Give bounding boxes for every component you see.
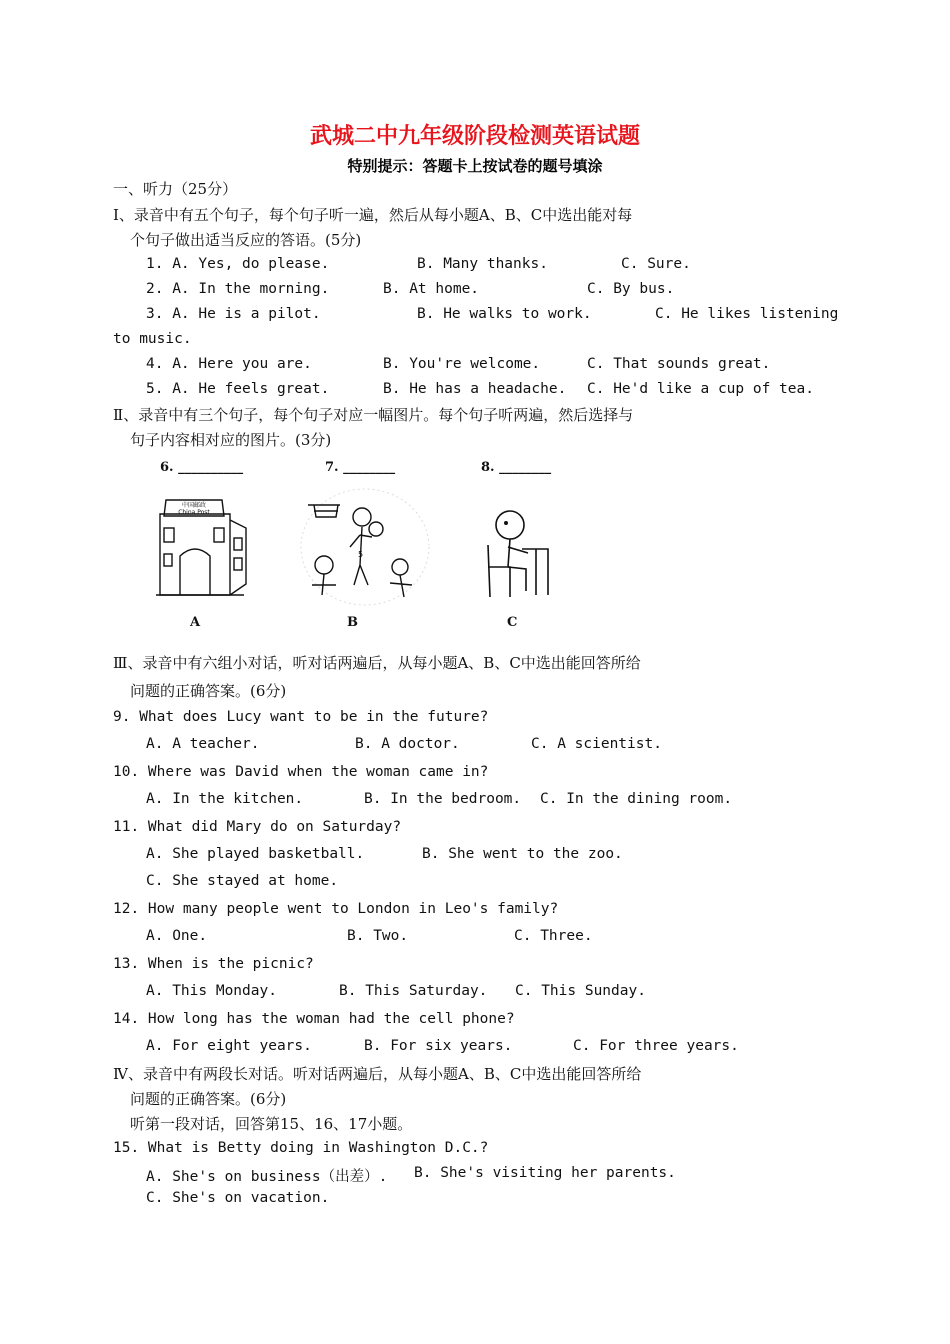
q10-option-b: B. In the bedroom. [364, 791, 522, 807]
q12-option-a: A. One. [146, 928, 208, 944]
q13-option-c: C. This Sunday. [515, 983, 646, 999]
q13-option-a: A. This Monday. [146, 983, 277, 999]
part3-instruction-line1: Ⅲ、录音中有六组小对话，听对话两遍后，从每小题A、B、C中选出能回答所给 [113, 654, 641, 672]
q10-option-a: A. In the kitchen. [146, 791, 304, 807]
q14-option-a: A. For eight years. [146, 1038, 312, 1054]
q14-option-c: C. For three years. [573, 1038, 739, 1054]
q4-option-a: 4. A. Here you are. [146, 356, 312, 372]
part2-instruction-line1: Ⅱ、录音中有三个句子，每个句子对应一幅图片。每个句子听两遍，然后选择与 [113, 406, 634, 424]
svg-text:China Post: China Post [178, 509, 210, 516]
q12-option-b: B. Two. [347, 928, 409, 944]
q8-blank: 8. ________ [481, 460, 552, 475]
q15-option-c: C. She's on vacation. [146, 1190, 330, 1206]
picture-b-label: B [347, 615, 358, 630]
part3-instruction-line2: 问题的正确答案。(6分) [130, 682, 287, 700]
q5-option-c: C. He'd like a cup of tea. [587, 381, 814, 397]
basketball-players-icon [300, 485, 430, 610]
q15-question: 15. What is Betty doing in Washington D.C.? [113, 1140, 489, 1156]
q9-option-a: A. A teacher. [146, 736, 260, 752]
q13-option-b: B. This Saturday. [339, 983, 488, 999]
part4-sub-instruction: 听第一段对话，回答第15、16、17小题。 [130, 1115, 413, 1133]
q15-option-a: A. She's on business（出差）. [146, 1169, 388, 1185]
q1-option-c: C. Sure. [621, 256, 691, 272]
q1-option-a: 1. A. Yes, do please. [146, 256, 330, 272]
q9-option-c: C. A scientist. [531, 736, 662, 752]
q4-option-c: C. That sounds great. [587, 356, 771, 372]
q3-option-b: B. He walks to work. [417, 306, 592, 322]
q1-option-b: B. Many thanks. [417, 256, 548, 272]
exam-title: 武城二中九年级阶段检测英语试题 [309, 123, 640, 149]
q7-blank: 7. ________ [325, 460, 396, 475]
q12-option-c: C. Three. [514, 928, 593, 944]
q11-option-c: C. She stayed at home. [146, 873, 339, 889]
q2-option-b: B. At home. [383, 281, 480, 297]
q3-option-c-wrap: to music. [113, 331, 192, 347]
part1-instruction-line2: 个句子做出适当反应的答语。(5分) [130, 231, 362, 249]
q6-blank: 6. __________ [160, 460, 244, 475]
part1-instruction-line1: Ⅰ、录音中有五个句子，每个句子听一遍，然后从每小题A、B、C中选出能对每 [113, 206, 633, 224]
part2-instruction-line2: 句子内容相对应的图片。(3分) [130, 431, 332, 449]
part4-instruction-line2: 问题的正确答案。(6分) [130, 1090, 287, 1108]
svg-text:5: 5 [358, 550, 364, 559]
q11-question: 11. What did Mary do on Saturday? [113, 819, 402, 835]
q13-question: 13. When is the picnic? [113, 956, 314, 972]
exam-subtitle: 特别提示：答题卡上按试卷的题号填涂 [347, 157, 603, 175]
q9-question: 9. What does Lucy want to be in the future? [113, 709, 489, 725]
q3-option-a: 3. A. He is a pilot. [146, 306, 321, 322]
section-heading: 一、听力（25分） [113, 180, 238, 198]
picture-a-label: A [190, 615, 201, 630]
q14-option-b: B. For six years. [364, 1038, 513, 1054]
q10-question: 10. Where was David when the woman came in? [113, 764, 489, 780]
q11-option-a: A. She played basketball. [146, 846, 365, 862]
picture-c-label: C [507, 615, 518, 630]
q15-option-b: B. She's visiting her parents. [414, 1165, 676, 1181]
q10-option-c: C. In the dining room. [540, 791, 733, 807]
q2-option-c: C. By bus. [587, 281, 675, 297]
q12-question: 12. How many people went to London in Leo's family? [113, 901, 559, 917]
person-at-desk-icon [482, 505, 552, 605]
q9-option-b: B. A doctor. [355, 736, 460, 752]
post-office-icon [150, 492, 250, 602]
q14-question: 14. How long has the woman had the cell phone? [113, 1011, 515, 1027]
q4-option-b: B. You're welcome. [383, 356, 541, 372]
q2-option-a: 2. A. In the morning. [146, 281, 330, 297]
q11-option-b: B. She went to the zoo. [422, 846, 623, 862]
part4-instruction-line1: Ⅳ、录音中有两段长对话。听对话两遍后，从每小题A、B、C中选出能回答所给 [113, 1065, 642, 1083]
q5-option-a: 5. A. He feels great. [146, 381, 330, 397]
q3-option-c: C. He likes listening [655, 306, 839, 322]
q5-option-b: B. He has a headache. [383, 381, 567, 397]
post-office-sign: 中国邮政 [181, 502, 207, 509]
